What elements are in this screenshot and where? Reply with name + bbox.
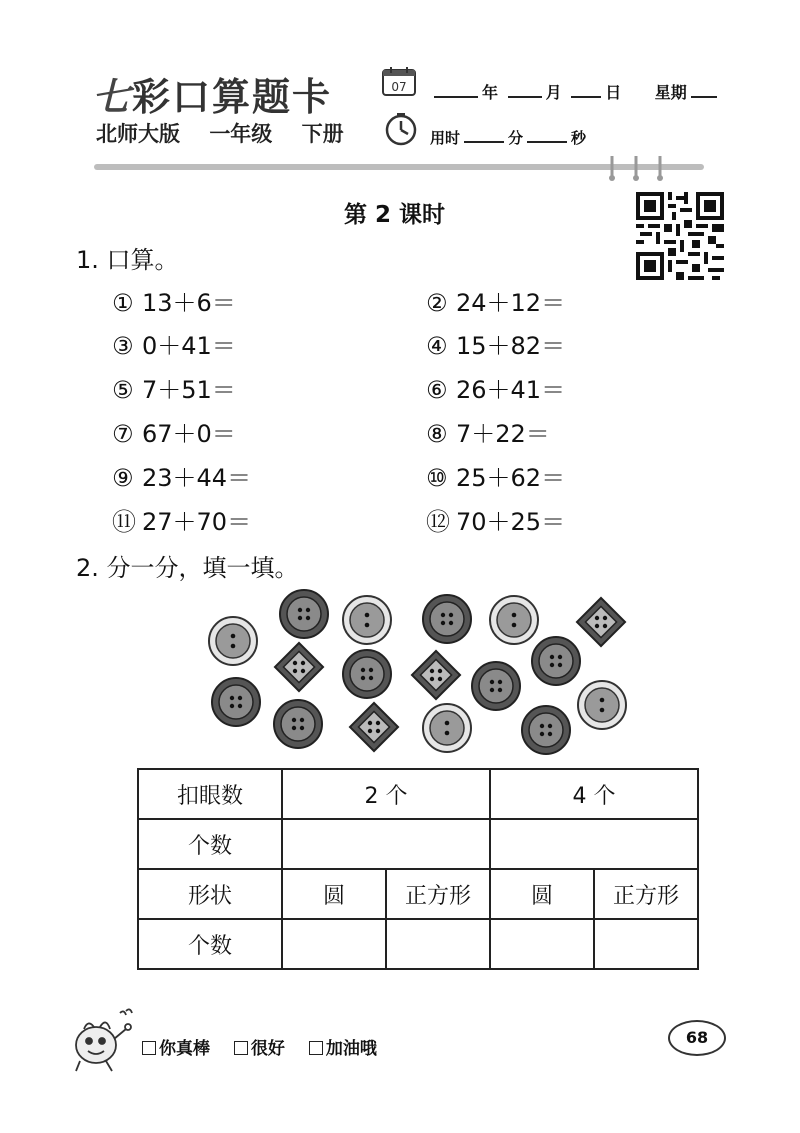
table-label-cell: 个数 [138, 819, 282, 869]
table-header-cell: 正方形 [386, 869, 490, 919]
round-button-4-holes [532, 637, 580, 685]
exercise-10: ⑩ 25＋62＝ [426, 464, 566, 492]
table-header-cell: 圆 [490, 869, 594, 919]
qr-code-icon [636, 192, 724, 280]
calendar-icon [382, 66, 416, 96]
table-label-cell: 形状 [138, 869, 282, 919]
brand-title: 七彩口算题卡 [92, 75, 333, 119]
exercise-4: ④ 15＋82＝ [426, 332, 566, 360]
table-row [138, 919, 698, 969]
table-label-cell: 个数 [138, 919, 282, 969]
answer-cell[interactable] [490, 819, 698, 869]
answer-cell[interactable] [594, 919, 698, 969]
square-button-4-holes [577, 598, 625, 646]
exercise-3: ③ 0＋41＝ [112, 332, 236, 360]
mascot-icon [66, 1005, 136, 1075]
round-button-2-holes [209, 617, 257, 665]
exercise-12: ⑫ 70＋25＝ [426, 508, 566, 536]
round-button-4-holes [522, 706, 570, 754]
round-button-4-holes [274, 700, 322, 748]
exercise-11: ⑪ 27＋70＝ [112, 508, 252, 536]
button-count-table [137, 768, 699, 970]
round-button-4-holes [280, 590, 328, 638]
square-button-4-holes [412, 651, 460, 699]
exercise-2: ② 24＋12＝ [426, 289, 566, 317]
month-blank[interactable] [508, 82, 542, 98]
question-1-title: 1. 口算。 [76, 246, 179, 274]
edition-line [96, 118, 366, 148]
round-button-4-holes [423, 595, 471, 643]
exercise-8: ⑧ 7＋22＝ [426, 420, 550, 448]
rating-checkbox-1[interactable] [142, 1041, 156, 1055]
exercise-9: ⑨ 23＋44＝ [112, 464, 252, 492]
table-header-cell: 4 个 [490, 769, 698, 819]
table-header-cell: 正方形 [594, 869, 698, 919]
clock-icon [384, 112, 418, 146]
table-header-cell: 2 个 [282, 769, 490, 819]
question-2-title: 2. 分一分，填一填。 [76, 554, 299, 582]
table-header-cell: 圆 [282, 869, 386, 919]
second-blank[interactable] [527, 127, 567, 143]
self-rating: 你真棒 很好 加油哦 [142, 1034, 395, 1059]
round-button-4-holes [472, 662, 520, 710]
grade: 一年级 [209, 122, 273, 146]
exercise-1: ① 13＋6＝ [112, 289, 236, 317]
buttons-illustration [205, 588, 635, 758]
time-line: 用时 分 秒 [430, 129, 587, 147]
edition: 北师大版 [96, 122, 180, 146]
answer-cell[interactable] [282, 819, 490, 869]
square-button-4-holes [350, 703, 398, 751]
square-button-4-holes [275, 643, 323, 691]
table-row [138, 869, 698, 919]
exercise-6: ⑥ 26＋41＝ [426, 376, 566, 404]
table-row [138, 769, 698, 819]
date-line: 年 月 日 星期 [430, 80, 721, 103]
answer-cell[interactable] [282, 919, 386, 969]
rating-checkbox-3[interactable] [309, 1041, 323, 1055]
year-blank[interactable] [434, 82, 478, 98]
lesson-title: 第 2 课时 [344, 202, 446, 228]
table-header-cell: 扣眼数 [138, 769, 282, 819]
minute-blank[interactable] [464, 127, 504, 143]
calendar-day: 07 [391, 80, 407, 94]
round-button-2-holes [343, 596, 391, 644]
round-button-2-holes [423, 704, 471, 752]
volume: 下册 [301, 122, 344, 146]
binder-rings-icon [600, 152, 680, 182]
page-number: 68 [668, 1020, 726, 1056]
round-button-4-holes [343, 650, 391, 698]
round-button-4-holes [212, 678, 260, 726]
day-blank[interactable] [571, 82, 601, 98]
answer-cell[interactable] [386, 919, 490, 969]
round-button-2-holes [578, 681, 626, 729]
exercise-5: ⑤ 7＋51＝ [112, 376, 236, 404]
table-row [138, 819, 698, 869]
exercise-7: ⑦ 67＋0＝ [112, 420, 236, 448]
answer-cell[interactable] [490, 919, 594, 969]
round-button-2-holes [490, 596, 538, 644]
rating-checkbox-2[interactable] [234, 1041, 248, 1055]
weekday-blank[interactable] [691, 82, 717, 98]
